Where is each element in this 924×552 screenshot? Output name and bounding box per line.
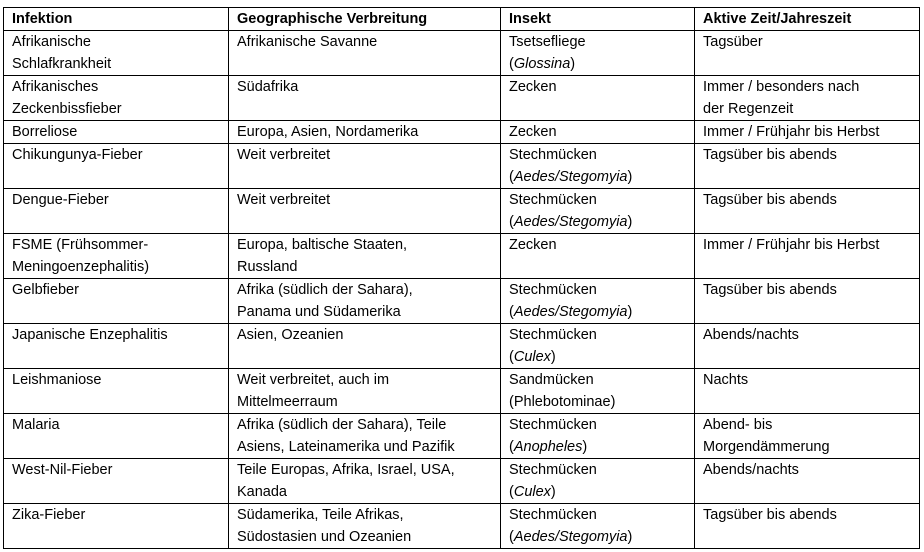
table-row [4, 324, 920, 369]
cell-infektion [4, 369, 229, 414]
cell-verbreitung-line: Südamerika, Teile Afrikas, [237, 507, 404, 523]
insekt-family: (Phlebotominae) [509, 394, 616, 410]
table-body [4, 31, 920, 549]
insekt-genus-line: (Aedes/Stegomyia) [509, 169, 633, 185]
table-row [4, 76, 920, 121]
cell-infektion [4, 459, 229, 504]
cell-verbreitung [229, 369, 501, 414]
insekt-genus: Aedes/Stegomyia [513, 214, 628, 230]
insekt-genus: Anopheles [513, 439, 583, 455]
cell-infektion [4, 234, 229, 279]
cell-verbreitung-line: Panama und Südamerika [237, 304, 401, 320]
cell-verbreitung-line: Südafrika [237, 79, 299, 95]
cell-zeit-line: Nachts [703, 372, 749, 388]
cell-verbreitung-line: Weit verbreitet [237, 147, 331, 163]
cell-verbreitung [229, 121, 501, 144]
insekt-genus-line: (Aedes/Stegomyia) [509, 529, 633, 545]
insekt-name: Zecken [509, 79, 557, 95]
insekt-name: Stechmücken [509, 507, 597, 523]
cell-zeit-line: Abends/nachts [703, 462, 799, 478]
cell-insekt [501, 324, 695, 369]
cell-insekt [501, 144, 695, 189]
cell-zeit [695, 324, 920, 369]
insekt-name: Stechmücken [509, 417, 597, 433]
table-row [4, 31, 920, 76]
cell-zeit-line: Immer / besonders nach [703, 79, 860, 95]
cell-infektion-line: FSME (Frühsommer- [12, 237, 149, 253]
cell-infektion [4, 324, 229, 369]
header-zeit: Aktive Zeit/Jahreszeit [695, 8, 920, 31]
cell-verbreitung-line: Südostasien und Ozeanien [237, 529, 412, 545]
cell-verbreitung-line: Afrika (südlich der Sahara), Teile [237, 417, 447, 433]
insekt-genus: Glossina [513, 56, 571, 72]
cell-infektion [4, 504, 229, 549]
insekt-genus: Culex [513, 349, 551, 365]
header-row [4, 8, 920, 31]
table-row [4, 189, 920, 234]
cell-infektion-line: Zeckenbissfieber [12, 101, 122, 117]
cell-infektion-line: Leishmaniose [12, 372, 102, 388]
cell-infektion [4, 279, 229, 324]
insekt-name: Zecken [509, 237, 557, 253]
insekt-genus-line: (Aedes/Stegomyia) [509, 304, 633, 320]
insekt-name: Stechmücken [509, 462, 597, 478]
table-row [4, 279, 920, 324]
cell-infektion [4, 414, 229, 459]
cell-infektion-line: Chikungunya-Fieber [12, 147, 143, 163]
cell-infektion [4, 189, 229, 234]
cell-zeit [695, 31, 920, 76]
table-row [4, 414, 920, 459]
cell-infektion-line: Meningoenzephalitis) [12, 259, 150, 275]
insekt-name: Tsetsefliege [509, 34, 586, 50]
cell-verbreitung-line: Asien, Ozeanien [237, 327, 344, 343]
cell-insekt [501, 31, 695, 76]
cell-insekt [501, 504, 695, 549]
cell-verbreitung-line: Afrikanische Savanne [237, 34, 378, 50]
cell-zeit [695, 234, 920, 279]
cell-infektion-line: Malaria [12, 417, 60, 433]
cell-verbreitung-line: Europa, Asien, Nordamerika [237, 124, 419, 140]
cell-verbreitung-line: Russland [237, 259, 298, 275]
insekt-name: Stechmücken [509, 327, 597, 343]
cell-verbreitung [229, 504, 501, 549]
cell-zeit-line: Morgendämmerung [703, 439, 830, 455]
insekt-genus-line: (Glossina) [509, 56, 576, 72]
cell-verbreitung-line: Asiens, Lateinamerika und Pazifik [237, 439, 455, 455]
insekt-genus: Aedes/Stegomyia [513, 529, 628, 545]
insekt-name: Zecken [509, 124, 557, 140]
cell-verbreitung [229, 279, 501, 324]
cell-zeit [695, 279, 920, 324]
insekt-genus: Aedes/Stegomyia [513, 169, 628, 185]
cell-insekt [501, 414, 695, 459]
cell-verbreitung [229, 324, 501, 369]
cell-zeit [695, 414, 920, 459]
cell-verbreitung-line: Weit verbreitet, auch im [237, 372, 390, 388]
cell-verbreitung [229, 414, 501, 459]
insekt-genus-line: (Anopheles) [509, 439, 588, 455]
cell-infektion-line: Gelbfieber [12, 282, 79, 298]
cell-infektion-line: West-Nil-Fieber [12, 462, 113, 478]
cell-verbreitung-line: Weit verbreitet [237, 192, 331, 208]
cell-infektion-line: Afrikanisches [12, 79, 99, 95]
table-row [4, 121, 920, 144]
cell-zeit [695, 76, 920, 121]
cell-infektion [4, 144, 229, 189]
cell-zeit-line: Abend- bis [703, 417, 773, 433]
cell-insekt [501, 234, 695, 279]
insekt-name: Stechmücken [509, 282, 597, 298]
cell-verbreitung [229, 76, 501, 121]
cell-zeit [695, 459, 920, 504]
cell-verbreitung-line: Afrika (südlich der Sahara), [237, 282, 413, 298]
cell-verbreitung [229, 189, 501, 234]
cell-verbreitung-line: Kanada [237, 484, 287, 500]
cell-infektion [4, 31, 229, 76]
header-verbreitung: Geographische Verbreitung [229, 8, 501, 31]
insekt-genus: Culex [513, 484, 551, 500]
cell-verbreitung [229, 144, 501, 189]
cell-verbreitung [229, 459, 501, 504]
cell-zeit [695, 121, 920, 144]
insekt-name: Sandmücken [509, 372, 594, 388]
insekt-genus-line: (Aedes/Stegomyia) [509, 214, 633, 230]
cell-infektion-line: Afrikanische [12, 34, 91, 50]
cell-infektion [4, 121, 229, 144]
cell-zeit-line: der Regenzeit [703, 101, 794, 117]
cell-zeit-line: Tagsüber [703, 34, 763, 50]
cell-insekt [501, 76, 695, 121]
cell-infektion-line: Japanische Enzephalitis [12, 327, 168, 343]
cell-infektion-line: Zika-Fieber [12, 507, 86, 523]
cell-infektion-line: Dengue-Fieber [12, 192, 109, 208]
cell-verbreitung-line: Mittelmeerraum [237, 394, 338, 410]
cell-zeit [695, 144, 920, 189]
cell-zeit [695, 504, 920, 549]
cell-insekt [501, 121, 695, 144]
table-row [4, 459, 920, 504]
header-infektion: Infektion [4, 8, 229, 31]
header-insekt: Insekt [501, 8, 695, 31]
cell-zeit-line: Tagsüber bis abends [703, 282, 837, 298]
cell-zeit-line: Immer / Frühjahr bis Herbst [703, 237, 880, 253]
cell-verbreitung-line: Teile Europas, Afrika, Israel, USA, [237, 462, 455, 478]
cell-insekt [501, 369, 695, 414]
cell-infektion-line: Schlafkrankheit [12, 56, 112, 72]
cell-insekt [501, 189, 695, 234]
cell-zeit-line: Abends/nachts [703, 327, 799, 343]
cell-verbreitung [229, 31, 501, 76]
insekt-name: Stechmücken [509, 147, 597, 163]
cell-zeit [695, 189, 920, 234]
cell-zeit [695, 369, 920, 414]
cell-zeit-line: Tagsüber bis abends [703, 192, 837, 208]
cell-insekt [501, 459, 695, 504]
table-row [4, 234, 920, 279]
insekt-genus-line: (Culex) [509, 484, 556, 500]
insekt-genus-line: (Culex) [509, 349, 556, 365]
insekt-genus: Aedes/Stegomyia [513, 304, 628, 320]
table-row [4, 504, 920, 549]
cell-verbreitung-line: Europa, baltische Staaten, [237, 237, 408, 253]
cell-verbreitung [229, 234, 501, 279]
infection-table [3, 7, 920, 549]
cell-infektion-line: Borreliose [12, 124, 78, 140]
table-row [4, 144, 920, 189]
cell-zeit-line: Immer / Frühjahr bis Herbst [703, 124, 880, 140]
cell-zeit-line: Tagsüber bis abends [703, 507, 837, 523]
cell-zeit-line: Tagsüber bis abends [703, 147, 837, 163]
cell-infektion [4, 76, 229, 121]
insekt-name: Stechmücken [509, 192, 597, 208]
cell-insekt [501, 279, 695, 324]
table-row [4, 369, 920, 414]
